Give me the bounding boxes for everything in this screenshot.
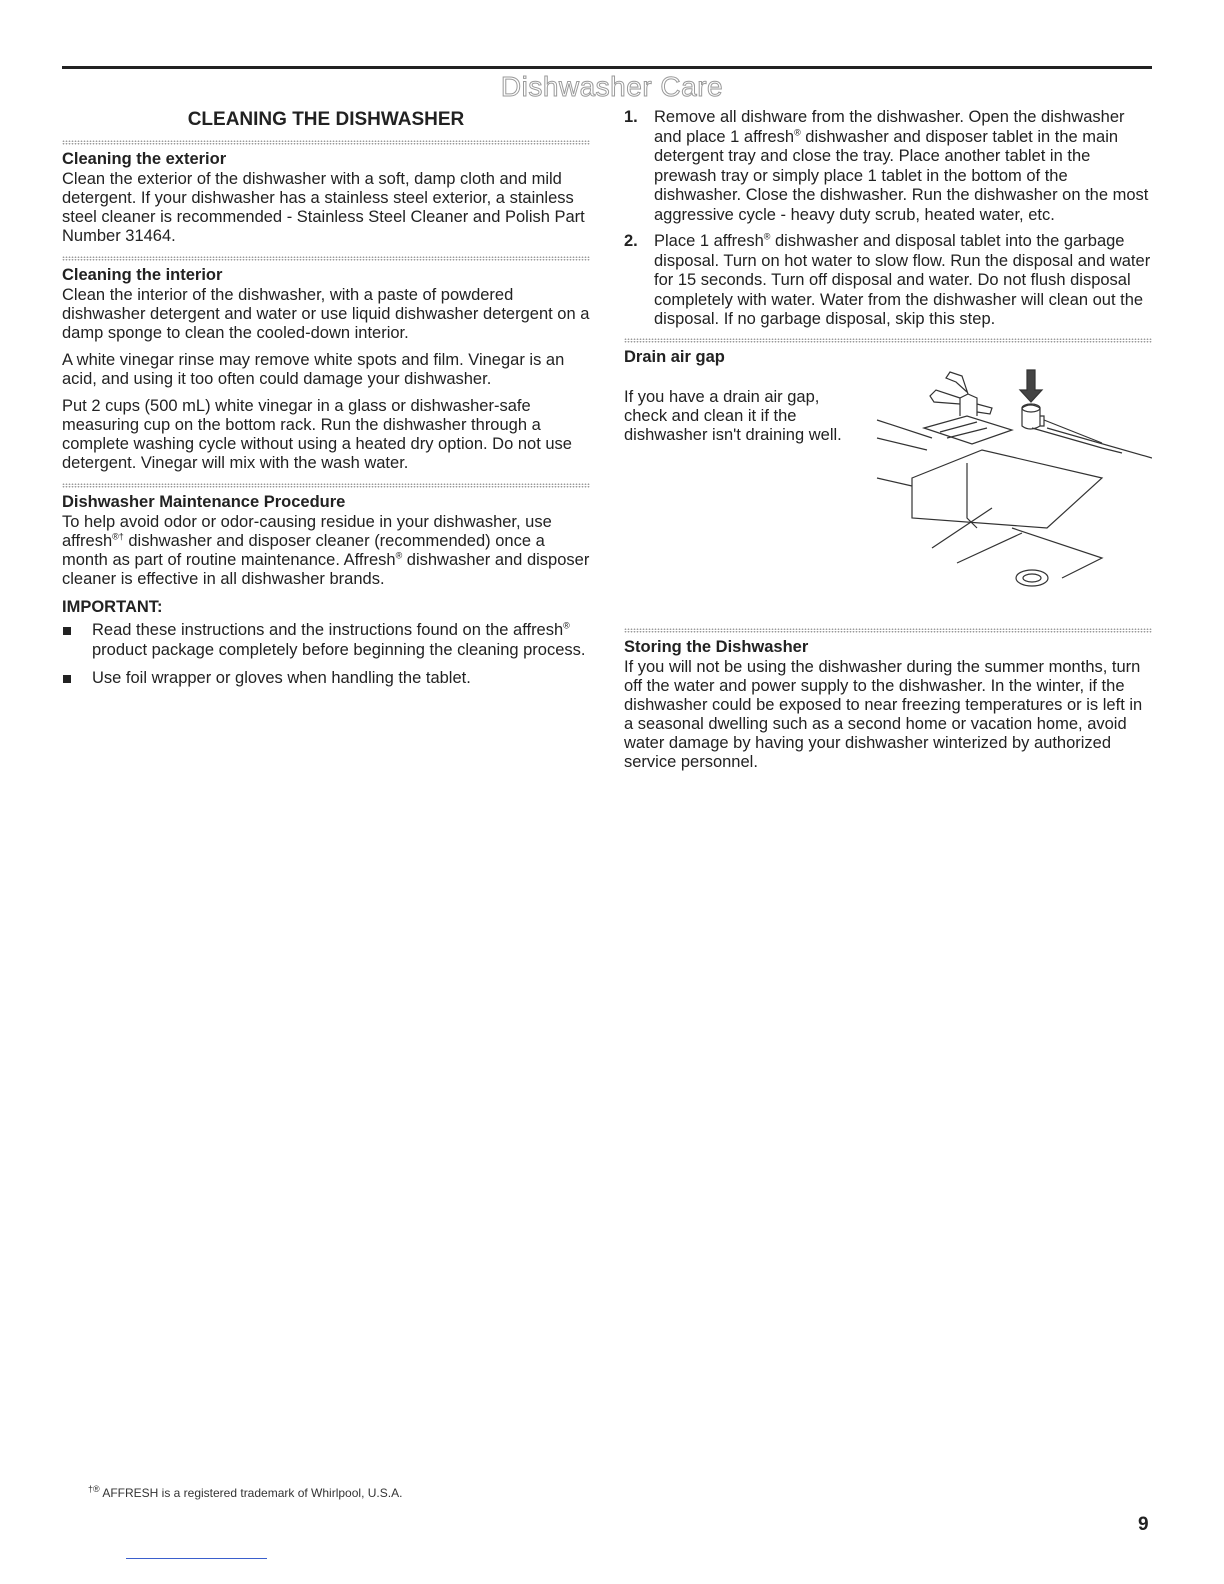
divider <box>62 483 590 488</box>
interior-text-3: Put 2 cups (500 mL) white vinegar in a glass or dishwasher-safe measuring cup on the bottom rack. Run the dishwasher through a complete washing cycle without using a heated dry option. Do not use detergent. Vinegar will mix with the wash water. <box>62 397 572 472</box>
sink-air-gap-illustration <box>872 368 1152 608</box>
step-item: 1. Remove all dishware from the dishwasher. Open the dishwasher and place 1 affresh® dishwasher and disposer tablet in the main detergent tray and close the tray. Place another tablet in the prewash tray or simply place 1 tablet in the bottom of the dishwasher. Close the dishwasher. Run the dishwasher on the most aggressive cycle - heavy duty scrub, heated water, etc. <box>624 108 1149 224</box>
footnote: †® AFFRESH is a registered trademark of Whirlpool, U.S.A. <box>88 1484 403 1500</box>
left-column <box>62 108 590 698</box>
right-column <box>624 108 1152 780</box>
drain-air-gap-heading: Drain air gap <box>624 347 725 366</box>
drain-air-gap-text: If you have a drain air gap, check and clean it if the dishwasher isn't draining well. <box>624 387 842 444</box>
important-list <box>62 621 590 689</box>
bottom-link-underline <box>126 1558 267 1559</box>
maintenance-text: To help avoid odor or odor-causing residue in your dishwasher, use affresh®† dishwasher and disposer cleaner (recommended) once a month as part of routine maintenance. Affresh® dishwasher and disposer cleaner is effective in all dishwasher brands. <box>62 513 590 588</box>
exterior-heading: Cleaning the exterior <box>62 150 227 168</box>
interior-heading: Cleaning the interior <box>62 266 223 284</box>
divider <box>624 338 1152 343</box>
bullet-square-icon <box>63 627 71 635</box>
list-item: Read these instructions and the instructions found on the affresh® product package completely before beginning the cleaning process. <box>62 621 590 660</box>
divider <box>624 628 1152 633</box>
step-item: 2. Place 1 affresh® dishwasher and disposal tablet into the garbage disposal. Turn on hot water to slow flow. Run the disposal and water for 15 seconds. Turn off disposal and water. Do not flush disposal completely with water. Water from the dishwasher will clean out the disposal. If no garbage disposal, skip this step. <box>624 231 1151 328</box>
interior-text-1: Clean the interior of the dishwasher, with a paste of powdered dishwasher detergent and water or use liquid dishwasher detergent on a damp sponge to clean the cooled-down interior. <box>62 286 590 342</box>
top-rule <box>62 66 1152 69</box>
maintenance-heading: Dishwasher Maintenance Procedure <box>62 493 346 511</box>
page-number: 9 <box>1138 1514 1149 1535</box>
section-title: CLEANING THE DISHWASHER <box>187 109 465 130</box>
page-title: Dishwasher Care <box>500 71 724 102</box>
storing-heading: Storing the Dishwasher <box>624 637 809 656</box>
exterior-text: Clean the exterior of the dishwasher with a soft, damp cloth and mild detergent. If your dishwasher has a stainless steel exterior, a stainless steel cleaner is recommended - Stainless Steel Cleaner and Polish Part Number 31464. <box>62 170 585 245</box>
interior-text-2: A white vinegar rinse may remove white spots and film. Vinegar is an acid, and using it too often could damage your dishwasher. <box>62 351 565 388</box>
bullet-square-icon <box>63 675 71 683</box>
divider <box>62 140 590 145</box>
divider <box>62 256 590 261</box>
storing-text: If you will not be using the dishwasher during the summer months, turn off the water and power supply to the dishwasher. In the winter, if the dishwasher could be exposed to near freezing temperatures or is left in a seasonal dwelling such as a second home or vacation home, avoid water damage by having your dishwasher winterized by authorized service personnel. <box>624 657 1143 771</box>
drain-air-gap-section <box>624 368 1152 618</box>
procedure-steps <box>624 108 1152 330</box>
important-label: IMPORTANT: <box>62 598 163 616</box>
list-item: Use foil wrapper or gloves when handling the tablet. <box>62 669 590 689</box>
